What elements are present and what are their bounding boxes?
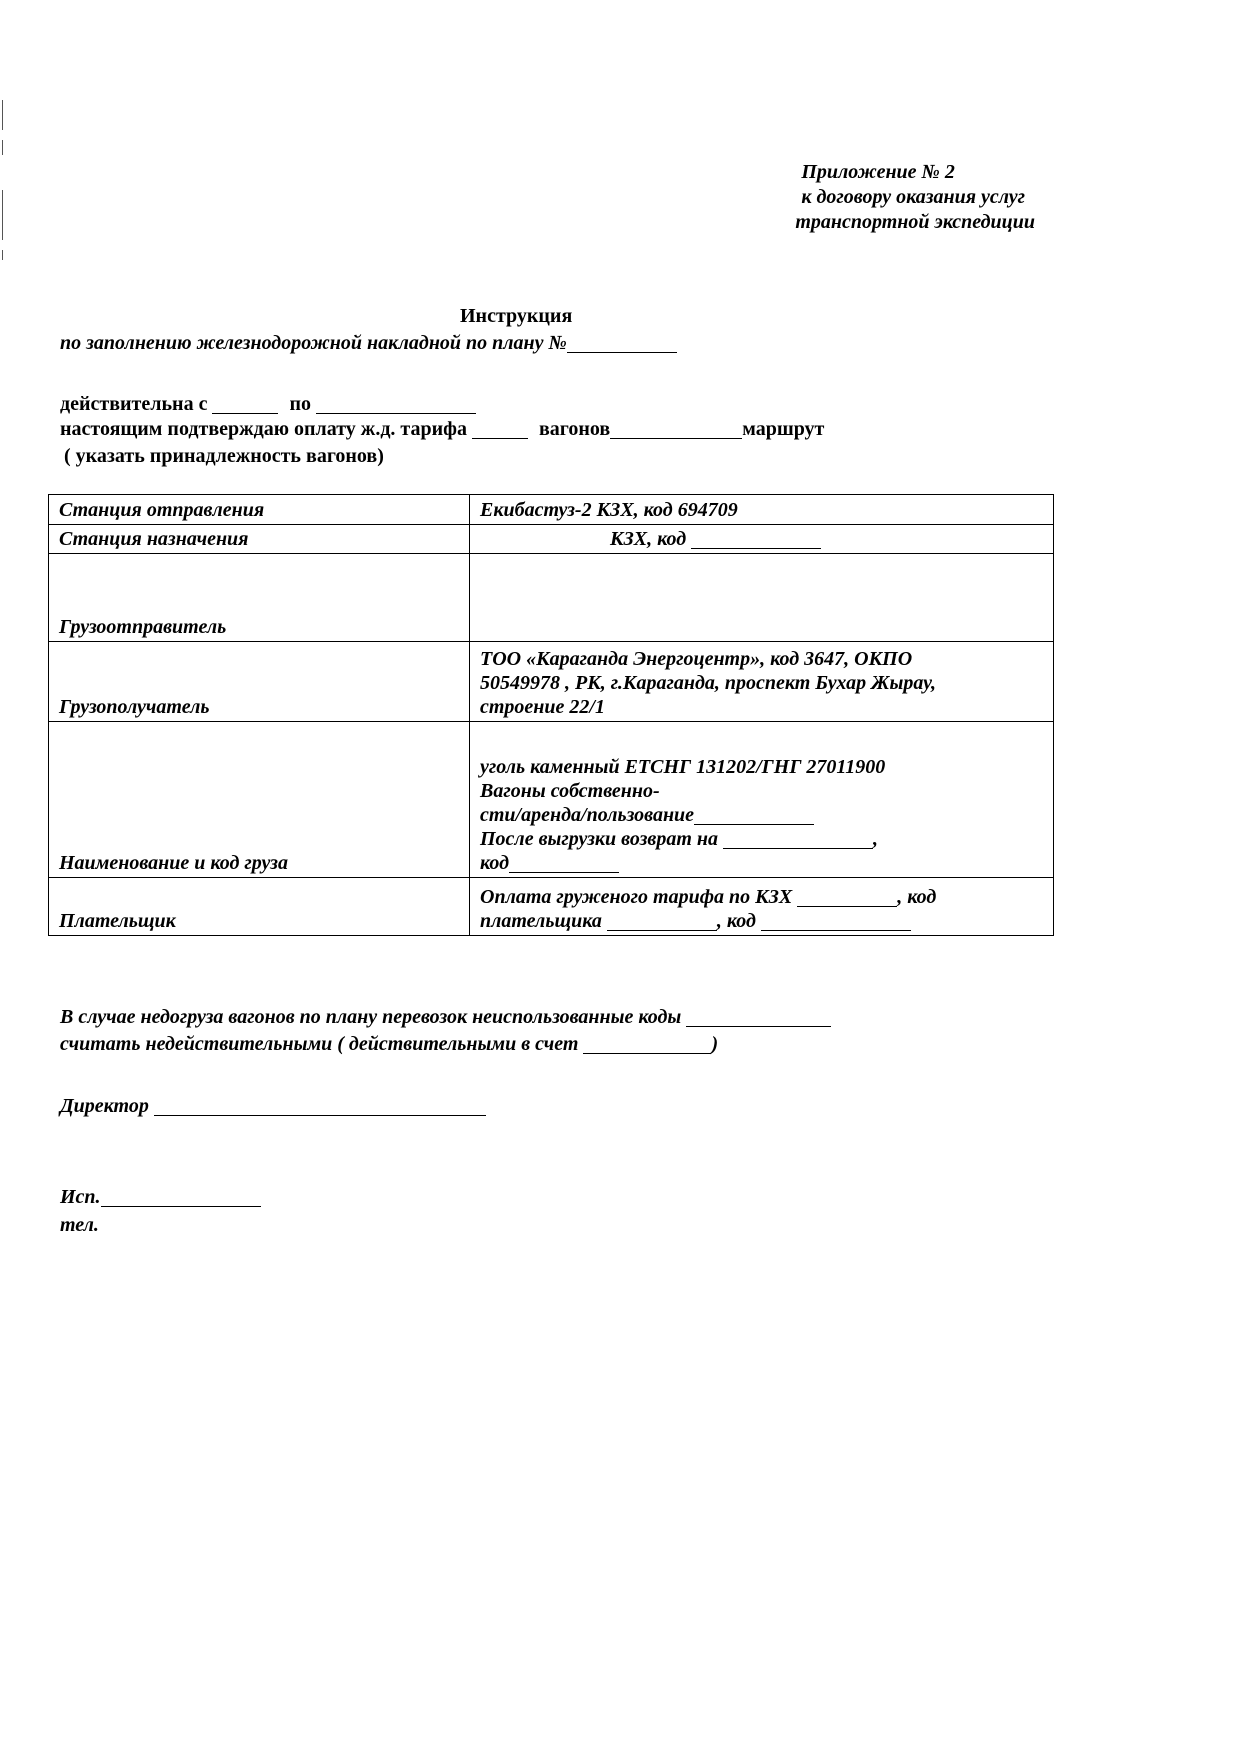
shortage-text-2: считать недействительными ( действительными в счет xyxy=(60,1033,579,1055)
shortage-text-1: В случае недогруза вагонов по плану перевозок неиспользованные коды xyxy=(60,1006,682,1028)
table-row xyxy=(49,525,1054,554)
destination-station-value xyxy=(470,525,1054,554)
valid-to-label: по xyxy=(289,393,311,415)
payer-code-text: , код xyxy=(897,886,937,908)
ownership-text: сти/аренда/пользование xyxy=(480,804,695,826)
director-label: Директор xyxy=(60,1095,149,1117)
ownership-blank[interactable] xyxy=(694,804,814,825)
shortage-line-2 xyxy=(60,1033,718,1056)
confirm-line xyxy=(60,418,824,441)
payer-line xyxy=(480,885,1043,909)
payer-value xyxy=(470,878,1054,936)
cargo-line: Вагоны собственно- xyxy=(480,780,660,802)
confirm-text: настоящим подтверждаю оплату ж.д. тарифа xyxy=(60,418,467,440)
destination-code-blank[interactable] xyxy=(691,528,821,549)
table-row xyxy=(49,495,1054,525)
payer-line xyxy=(480,909,1043,933)
consignee-line: строение 22/1 xyxy=(480,696,605,718)
executor-label: Исп. xyxy=(60,1186,101,1208)
ownership-note: ( указать принадлежность вагонов) xyxy=(64,445,384,467)
director-line xyxy=(60,1095,486,1118)
cargo-value xyxy=(470,722,1054,878)
scan-artifact xyxy=(2,190,3,240)
appendix-line-1: Приложение № 2 xyxy=(801,161,955,183)
shipper-label: Грузоотправитель xyxy=(49,554,470,642)
return-code-text: код xyxy=(480,852,510,874)
validity-line xyxy=(60,393,476,416)
valid-to-blank[interactable] xyxy=(316,393,476,414)
consignee-label: Грузополучатель xyxy=(49,642,470,722)
tariff-blank[interactable] xyxy=(472,418,528,439)
executor-line xyxy=(60,1186,261,1209)
shipper-value xyxy=(470,554,1054,642)
scan-artifact xyxy=(2,100,3,130)
departure-station-label: Станция отправления xyxy=(49,495,470,525)
cargo-line: После выгрузки возврат на , xyxy=(480,828,878,850)
appendix-header xyxy=(795,160,1035,235)
valid-from-blank[interactable] xyxy=(212,393,278,414)
subtitle-text: по заполнению железнодорожной накладной по плану № xyxy=(60,332,567,354)
wagons-label: вагонов xyxy=(538,418,611,440)
payer-tariff-blank[interactable] xyxy=(797,886,897,907)
scan-artifact xyxy=(2,140,3,155)
document-subtitle xyxy=(60,332,677,355)
valid-from-label: действительна с xyxy=(60,393,208,415)
payer-tariff-text: Оплата груженого тарифа по КЗХ xyxy=(480,886,793,908)
unused-codes-blank[interactable] xyxy=(686,1006,831,1027)
appendix-line-2: к договору оказания услуг xyxy=(801,186,1026,208)
cargo-line xyxy=(480,851,1043,875)
account-blank[interactable] xyxy=(583,1033,711,1054)
table-row xyxy=(49,554,1054,642)
cargo-label: Наименование и код груза xyxy=(49,722,470,878)
waybill-table xyxy=(48,494,1054,936)
consignee-line: ТОО «Караганда Энергоцентр», код 3647, ОКПО xyxy=(480,648,913,670)
destination-station-label: Станция назначения xyxy=(49,525,470,554)
payer-label: Плательщик xyxy=(49,878,470,936)
consignee-line: 50549978 , РК, г.Караганда, проспект Бухар Жырау, xyxy=(480,672,936,694)
payer-blank[interactable] xyxy=(607,910,717,931)
plan-number-blank[interactable] xyxy=(567,332,677,353)
table-row xyxy=(49,722,1054,878)
return-code-blank[interactable] xyxy=(509,852,619,873)
return-text: После выгрузки возврат на xyxy=(480,828,718,850)
table-row xyxy=(49,878,1054,936)
departure-station-value: Екибастуз-2 КЗХ, код 694709 xyxy=(470,495,1054,525)
cargo-line: уголь каменный ЕТСНГ 131202/ГНГ 27011900 xyxy=(480,756,886,778)
cargo-line xyxy=(480,803,1043,827)
appendix-line-3: транспортной экспедиции xyxy=(795,211,1035,233)
scan-artifact xyxy=(2,250,3,260)
document-title: Инструкция xyxy=(460,305,573,327)
consignee-value xyxy=(470,642,1054,722)
wagons-blank[interactable] xyxy=(610,418,742,439)
director-signature-blank[interactable] xyxy=(154,1095,486,1116)
destination-code-label: КЗХ, код xyxy=(610,528,687,550)
shortage-line-1 xyxy=(60,1006,831,1029)
route-label: маршрут xyxy=(742,418,825,440)
phone-label: тел. xyxy=(60,1214,99,1236)
payer-code-blank[interactable] xyxy=(761,910,911,931)
shortage-close: ) xyxy=(711,1033,719,1055)
return-blank[interactable] xyxy=(723,828,873,849)
table-row xyxy=(49,642,1054,722)
payer-label-text: плательщика xyxy=(480,910,602,932)
executor-blank[interactable] xyxy=(101,1186,261,1207)
payer-code2-text: , код xyxy=(716,910,756,932)
